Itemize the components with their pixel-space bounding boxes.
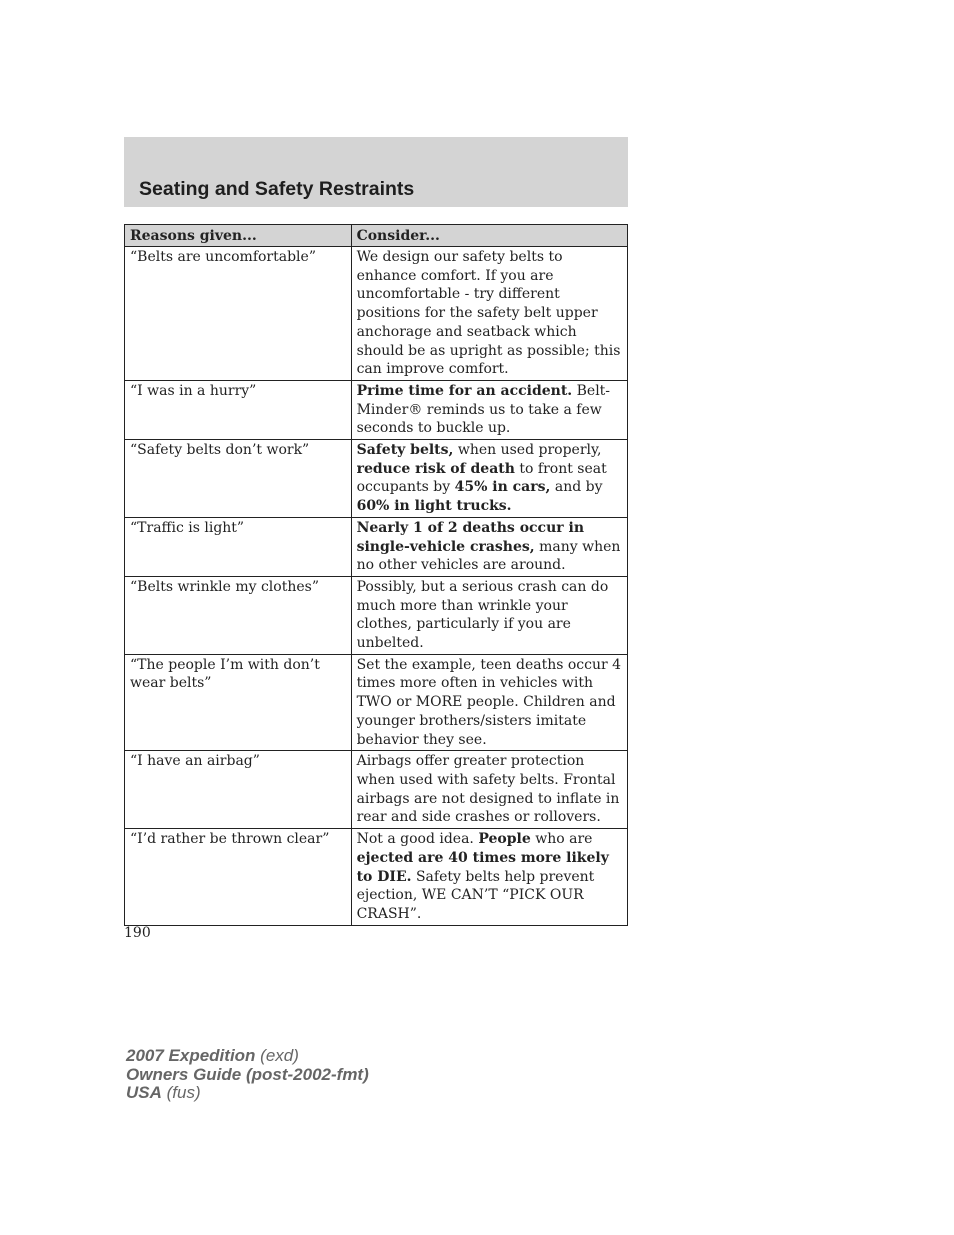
emphasis-text: People xyxy=(478,831,531,848)
emphasis-text: reduce risk of death xyxy=(356,460,515,477)
body-text: who are xyxy=(530,831,593,848)
body-text: Airbags offer greater protection when used with safety belts. Frontal airbags are not designed to inflate in rear and side crashes or rollovers. xyxy=(356,753,620,826)
reason-cell: “I was in a hurry” xyxy=(125,380,352,439)
consider-cell xyxy=(351,247,627,381)
table-header-row xyxy=(125,225,628,247)
reason-cell: “Belts are uncomfortable” xyxy=(125,247,352,381)
reason-cell: “Traffic is light” xyxy=(125,517,352,576)
column-header-reasons: Reasons given... xyxy=(125,225,352,247)
consider-cell xyxy=(351,440,627,518)
table-row xyxy=(125,247,628,381)
table-row xyxy=(125,751,628,829)
consider-cell xyxy=(351,654,627,751)
document-footer xyxy=(126,1047,369,1103)
table-body xyxy=(125,247,628,926)
table-row xyxy=(125,576,628,654)
table-row xyxy=(125,654,628,751)
table-row xyxy=(125,380,628,439)
body-text: Possibly, but a serious crash can do much more than wrinkle your clothes, particularly if you are unbelted. xyxy=(356,578,609,652)
footer-model-code: (exd) xyxy=(255,1046,299,1065)
consider-cell xyxy=(351,576,627,654)
reason-cell: “The people I’m with don’t wear belts” xyxy=(125,654,352,751)
footer-market-code: (fus) xyxy=(161,1083,201,1102)
consider-cell xyxy=(351,380,627,439)
body-text: when used properly, xyxy=(453,442,602,459)
reason-cell: “I’d rather be thrown clear” xyxy=(125,829,352,926)
footer-line-2 xyxy=(126,1066,369,1085)
footer-guide: Owners Guide (post-2002-fmt) xyxy=(126,1064,369,1084)
footer-model: 2007 Expedition xyxy=(126,1046,256,1065)
emphasis-text: Prime time for an accident. xyxy=(356,382,573,399)
section-header xyxy=(124,137,628,207)
body-text: Not a good idea. xyxy=(356,831,479,848)
consider-cell xyxy=(351,517,627,576)
body-text: We design our safety belts to enhance comfort. If you are uncomfortable - try different positions for the safety belt upper anchorage and seatback which should be as upright as possible; this can improve comfort. xyxy=(356,249,621,378)
emphasis-text: ejected are 40 times more likely to DIE. xyxy=(356,849,609,885)
body-text: Belt-Minder® reminds us to take a few seconds to buckle up. xyxy=(356,382,611,437)
body-text: Set the example, teen deaths occur 4 times more often in vehicles with TWO or MORE people. Children and younger brothers/sisters imitate behavior they see. xyxy=(356,656,622,748)
emphasis-text: Nearly 1 of 2 deaths occur in single-vehicle crashes, xyxy=(356,519,585,555)
reasons-table xyxy=(124,224,628,926)
column-header-consider: Consider... xyxy=(351,225,627,247)
footer-line-1 xyxy=(126,1047,369,1066)
emphasis-text: Safety belts, xyxy=(356,442,454,459)
consider-cell xyxy=(351,751,627,829)
consider-cell xyxy=(351,829,627,926)
emphasis-text: 60% in light trucks. xyxy=(356,498,512,515)
reason-cell: “Belts wrinkle my clothes” xyxy=(125,576,352,654)
table-row xyxy=(125,829,628,926)
body-text: and by xyxy=(550,479,603,496)
page-number: 190 xyxy=(124,925,151,941)
body-text: many when no other vehicles are around. xyxy=(356,538,621,574)
footer-line-3 xyxy=(126,1084,369,1103)
body-text: to front seat occupants by xyxy=(356,460,607,496)
reason-cell: “Safety belts don’t work” xyxy=(125,440,352,518)
section-title: Seating and Safety Restraints xyxy=(139,178,415,200)
body-text: Safety belts help prevent ejection, WE CAN’T “PICK OUR CRASH”. xyxy=(356,868,595,922)
reason-cell: “I have an airbag” xyxy=(125,751,352,829)
table-row xyxy=(125,517,628,576)
footer-market: USA xyxy=(126,1083,162,1102)
table-row xyxy=(125,440,628,518)
emphasis-text: 45% in cars, xyxy=(454,479,551,496)
